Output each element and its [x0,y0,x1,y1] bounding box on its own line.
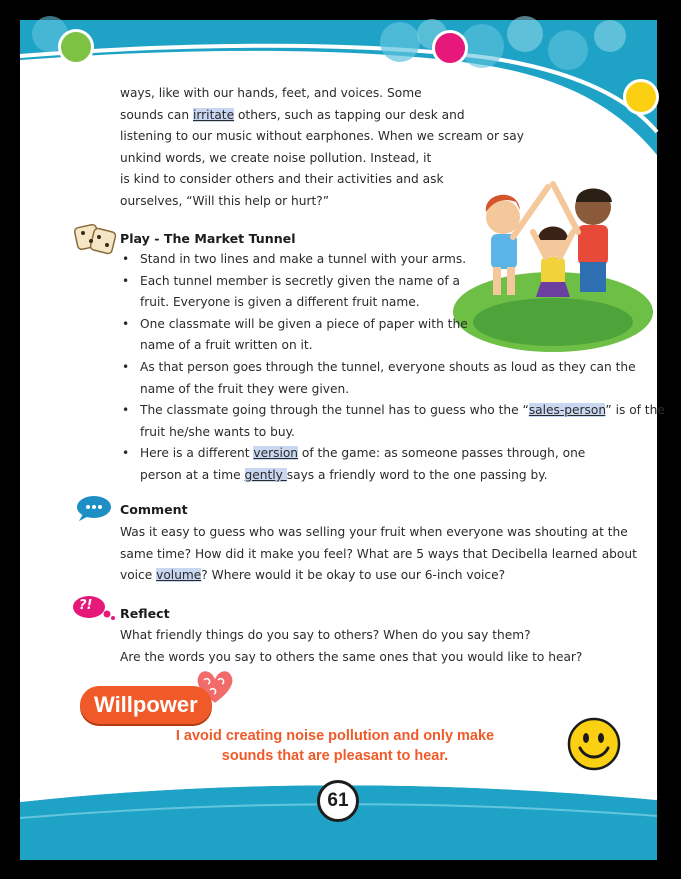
affirmation-line-2: sounds that are pleasant to hear. [221,748,449,764]
play-bullet-line: As that person goes through the tunnel, everyone shouts as loud as they can the [140,359,636,374]
play-bullet-line: Here is a different version of the game: as someone passes through, one [140,446,586,461]
vocab-highlight: sales-person [528,403,606,418]
intro-line: unkind words, we create noise pollution. Instead, it [120,150,432,165]
play-bullet-item [122,249,665,271]
reflect-line: Are the words you say to others the same ones that you would like to hear? [120,649,583,664]
play-bullet-line: Each tunnel member is secretly given the name of a [140,273,461,288]
vocab-highlight: gently [244,467,287,482]
intro-line: sounds can irritate others, such as tapping our desk and [120,107,465,122]
reflect-body [120,625,582,668]
dice-icon [74,220,118,256]
play-bullet-line: name of a fruit written on it. [140,338,313,353]
bullet-marker: • [122,446,130,461]
yellow-dot-icon [623,79,659,115]
play-bullet-line: The classmate going through the tunnel has to guess who the “sales-person” is of the [140,403,665,418]
bullet-marker: • [122,273,130,288]
section-label: Environment [478,80,606,148]
green-dot-icon [58,29,94,65]
comment-body [120,522,637,587]
play-bullet-line: One classmate will be given a piece of paper with the [140,316,468,331]
page-number: 61 [327,790,349,811]
play-bullet-item [122,443,665,486]
intro-line: listening to our music without earphones. When we scream or say [120,129,524,144]
vocab-highlight: irritate [192,107,235,122]
thought-bubble-icon [72,595,116,621]
thought-bubble-text: ?! [79,598,93,613]
play-bullet-line: fruit he/she wants to buy. [140,424,295,439]
comment-heading: Comment [120,502,188,517]
bullet-marker: • [122,316,130,331]
comment-line: Was it easy to guess who was selling your fruit when everyone was shouting at the [120,525,628,539]
vocab-highlight: volume [156,568,202,583]
play-heading: Play - The Market Tunnel [120,231,296,246]
reflect-line: What friendly things do you say to others? When do you say them? [120,628,531,642]
reflect-heading: Reflect [120,606,170,621]
bullet-marker: • [122,359,130,374]
bullet-marker: • [122,403,130,418]
comment-line: same time? How did it make you feel? What are 5 ways that Decibella learned about [120,546,637,561]
play-bullet-item [122,400,665,443]
play-bullet-item [122,357,665,400]
pink-dot-icon [432,30,468,66]
play-bullet-line: Stand in two lines and make a tunnel with your arms. [140,252,467,266]
intro-line: ourselves, “Will this help or hurt?” [120,193,330,208]
intro-line: ways, like with our hands, feet, and voices. Some [120,86,422,100]
vocab-highlight: version [253,446,299,461]
intro-line: is kind to consider others and their activities and ask [120,172,444,187]
play-bullet-list [122,249,665,487]
play-bullet-item [122,314,665,357]
play-bullet-line: person at a time gently says a friendly word to the one passing by. [140,467,548,482]
page-number-badge [317,780,359,822]
affirmation-line-1: I avoid creating noise pollution and only make [175,728,495,744]
play-bullet-line: fruit. Everyone is given a different fruit name. [140,295,420,310]
play-bullet-item [122,271,665,314]
page [20,20,665,860]
willpower-badge: Willpower [80,686,212,724]
play-bullet-line: name of the fruit they were given. [140,381,350,396]
bullet-marker: • [122,252,130,266]
speech-bubble-icon [75,494,113,522]
comment-line: voice volume? Where would it be okay to use our 6-inch voice? [120,568,506,583]
